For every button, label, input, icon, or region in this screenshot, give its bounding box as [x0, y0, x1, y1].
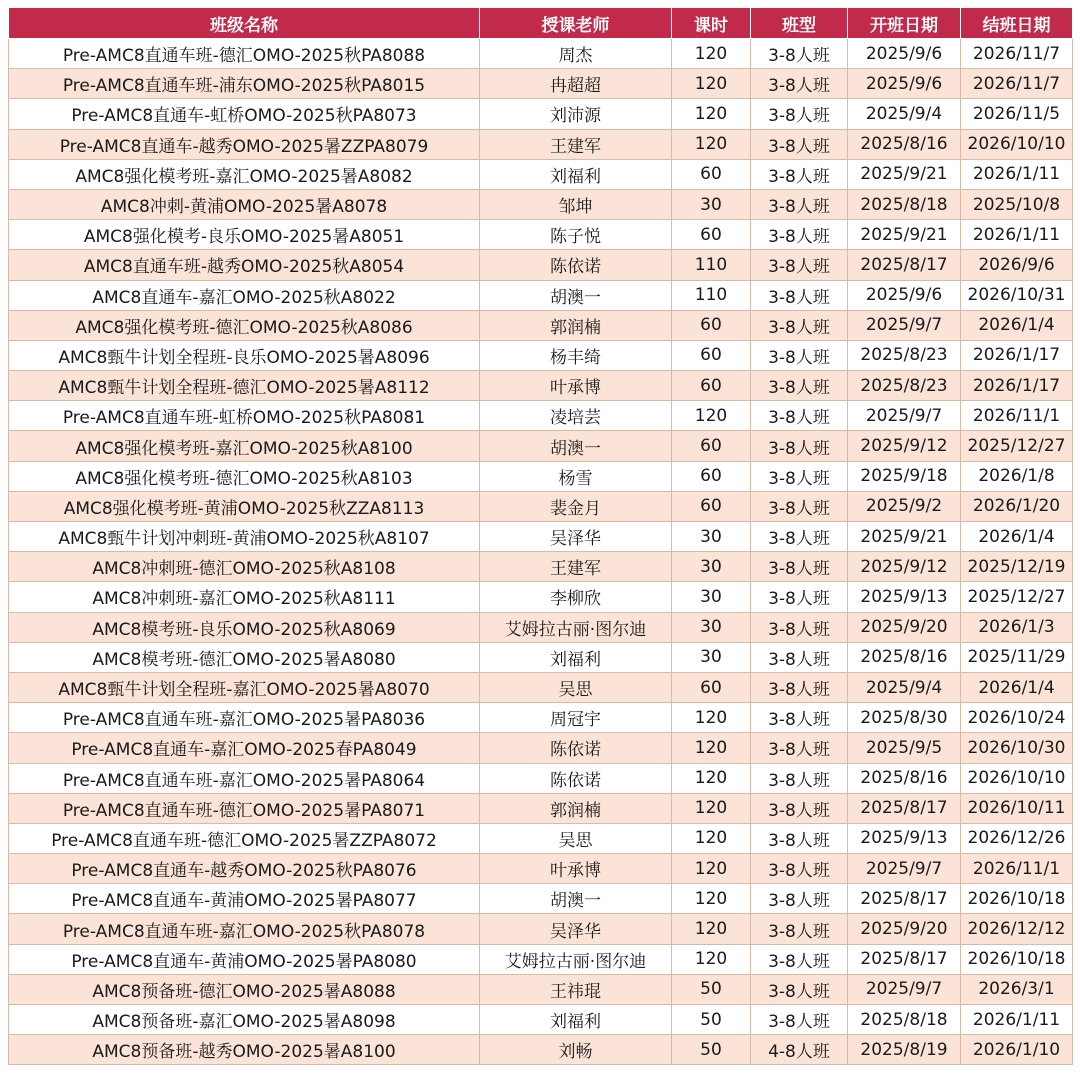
cell-end-date: 2026/10/18 — [961, 884, 1073, 914]
cell-teacher: 郭润楠 — [480, 793, 672, 823]
cell-class-type: 3-8人班 — [751, 974, 848, 1004]
cell-class-type: 3-8人班 — [751, 703, 848, 733]
cell-start-date: 2025/8/17 — [848, 793, 961, 823]
cell-class-type: 3-8人班 — [751, 914, 848, 944]
cell-end-date: 2026/1/17 — [961, 340, 1073, 370]
cell-class-type: 3-8人班 — [751, 944, 848, 974]
cell-start-date: 2025/9/2 — [848, 491, 961, 521]
cell-hours: 50 — [672, 1035, 751, 1065]
cell-class-name: AMC8冲刺-黄浦OMO-2025暑A8078 — [9, 189, 480, 219]
cell-class-name: AMC8甄牛计划全程班-良乐OMO-2025暑A8096 — [9, 340, 480, 370]
header-class-type: 班型 — [751, 8, 848, 39]
table-row — [9, 159, 1073, 189]
table-row — [9, 99, 1073, 129]
cell-class-type: 3-8人班 — [751, 220, 848, 250]
cell-end-date: 2025/12/19 — [961, 552, 1073, 582]
cell-teacher: 李柳欣 — [480, 582, 672, 612]
cell-end-date: 2025/11/29 — [961, 642, 1073, 672]
cell-end-date: 2026/1/11 — [961, 1005, 1073, 1035]
cell-class-name: AMC8甄牛计划冲刺班-黄浦OMO-2025秋A8107 — [9, 522, 480, 552]
cell-teacher: 刘畅 — [480, 1035, 672, 1065]
table-header-row — [9, 8, 1073, 39]
cell-class-name: AMC8模考班-良乐OMO-2025秋A8069 — [9, 612, 480, 642]
table-row — [9, 552, 1073, 582]
cell-teacher: 郭润楠 — [480, 310, 672, 340]
cell-class-type: 3-8人班 — [751, 189, 848, 219]
cell-teacher: 杨雪 — [480, 461, 672, 491]
cell-end-date: 2026/10/31 — [961, 280, 1073, 310]
cell-class-type: 3-8人班 — [751, 854, 848, 884]
table-row — [9, 1035, 1073, 1065]
cell-class-name: AMC8模考班-德汇OMO-2025暑A8080 — [9, 642, 480, 672]
cell-class-name: Pre-AMC8直通车-黄浦OMO-2025暑PA8080 — [9, 944, 480, 974]
table-row — [9, 823, 1073, 853]
cell-hours: 60 — [672, 159, 751, 189]
table-row — [9, 733, 1073, 763]
cell-class-type: 3-8人班 — [751, 582, 848, 612]
cell-hours: 120 — [672, 69, 751, 99]
cell-hours: 60 — [672, 310, 751, 340]
table-row — [9, 310, 1073, 340]
cell-teacher: 裴金月 — [480, 491, 672, 521]
cell-end-date: 2026/10/10 — [961, 129, 1073, 159]
cell-class-name: Pre-AMC8直通车班-德汇OMO-2025暑PA8071 — [9, 793, 480, 823]
table-row — [9, 703, 1073, 733]
cell-end-date: 2026/1/3 — [961, 612, 1073, 642]
table-row — [9, 69, 1073, 99]
cell-class-name: Pre-AMC8直通车-越秀OMO-2025秋PA8076 — [9, 854, 480, 884]
cell-teacher: 王建军 — [480, 552, 672, 582]
cell-end-date: 2026/1/10 — [961, 1035, 1073, 1065]
cell-class-type: 3-8人班 — [751, 1005, 848, 1035]
cell-class-name: Pre-AMC8直通车-虹桥OMO-2025秋PA8073 — [9, 99, 480, 129]
cell-hours: 120 — [672, 944, 751, 974]
table-row — [9, 582, 1073, 612]
cell-end-date: 2026/10/10 — [961, 763, 1073, 793]
cell-end-date: 2026/1/8 — [961, 461, 1073, 491]
cell-start-date: 2025/9/4 — [848, 99, 961, 129]
cell-hours: 120 — [672, 703, 751, 733]
cell-start-date: 2025/8/16 — [848, 763, 961, 793]
cell-class-type: 3-8人班 — [751, 461, 848, 491]
cell-teacher: 吴思 — [480, 823, 672, 853]
cell-class-type: 3-8人班 — [751, 491, 848, 521]
cell-start-date: 2025/8/17 — [848, 944, 961, 974]
cell-teacher: 陈依诺 — [480, 763, 672, 793]
cell-start-date: 2025/8/17 — [848, 884, 961, 914]
header-start-date: 开班日期 — [848, 8, 961, 39]
cell-class-type: 3-8人班 — [751, 642, 848, 672]
cell-class-type: 3-8人班 — [751, 69, 848, 99]
cell-class-name: Pre-AMC8直通车班-浦东OMO-2025秋PA8015 — [9, 69, 480, 99]
cell-teacher: 吴思 — [480, 672, 672, 702]
cell-class-name: AMC8强化模考-良乐OMO-2025暑A8051 — [9, 220, 480, 250]
table-row — [9, 491, 1073, 521]
cell-class-name: AMC8直通车班-越秀OMO-2025秋A8054 — [9, 250, 480, 280]
cell-teacher: 邹坤 — [480, 189, 672, 219]
cell-class-name: AMC8强化模考班-黄浦OMO-2025秋ZZA8113 — [9, 491, 480, 521]
cell-class-type: 3-8人班 — [751, 371, 848, 401]
cell-hours: 120 — [672, 823, 751, 853]
cell-start-date: 2025/9/6 — [848, 69, 961, 99]
header-hours: 课时 — [672, 8, 751, 39]
cell-start-date: 2025/9/12 — [848, 552, 961, 582]
header-teacher: 授课老师 — [480, 8, 672, 39]
cell-class-type: 3-8人班 — [751, 280, 848, 310]
header-class-name: 班级名称 — [9, 8, 480, 39]
cell-end-date: 2025/10/8 — [961, 189, 1073, 219]
cell-hours: 120 — [672, 793, 751, 823]
cell-start-date: 2025/8/18 — [848, 189, 961, 219]
cell-teacher: 刘福利 — [480, 159, 672, 189]
cell-class-type: 3-8人班 — [751, 612, 848, 642]
cell-start-date: 2025/8/19 — [848, 1035, 961, 1065]
cell-class-name: Pre-AMC8直通车-越秀OMO-2025暑ZZPA8079 — [9, 129, 480, 159]
header-end-date: 结班日期 — [961, 8, 1073, 39]
cell-class-name: Pre-AMC8直通车-嘉汇OMO-2025春PA8049 — [9, 733, 480, 763]
cell-class-name: Pre-AMC8直通车班-德汇OMO-2025秋PA8088 — [9, 39, 480, 69]
cell-end-date: 2026/10/18 — [961, 944, 1073, 974]
cell-start-date: 2025/9/7 — [848, 974, 961, 1004]
cell-hours: 50 — [672, 1005, 751, 1035]
table-row — [9, 884, 1073, 914]
cell-start-date: 2025/9/5 — [848, 733, 961, 763]
table-row — [9, 250, 1073, 280]
cell-hours: 30 — [672, 582, 751, 612]
cell-end-date: 2026/3/1 — [961, 974, 1073, 1004]
cell-end-date: 2025/12/27 — [961, 582, 1073, 612]
table-row — [9, 280, 1073, 310]
cell-end-date: 2025/12/27 — [961, 431, 1073, 461]
table-row — [9, 340, 1073, 370]
cell-class-type: 3-8人班 — [751, 129, 848, 159]
cell-class-name: Pre-AMC8直通车班-嘉汇OMO-2025暑PA8036 — [9, 703, 480, 733]
cell-hours: 30 — [672, 612, 751, 642]
cell-start-date: 2025/8/18 — [848, 1005, 961, 1035]
cell-teacher: 王祎琨 — [480, 974, 672, 1004]
table-row — [9, 220, 1073, 250]
cell-class-name: AMC8强化模考班-嘉汇OMO-2025秋A8100 — [9, 431, 480, 461]
cell-end-date: 2026/11/7 — [961, 39, 1073, 69]
cell-start-date: 2025/9/21 — [848, 159, 961, 189]
cell-teacher: 叶承博 — [480, 854, 672, 884]
cell-class-type: 3-8人班 — [751, 733, 848, 763]
table-row — [9, 431, 1073, 461]
cell-hours: 120 — [672, 401, 751, 431]
cell-end-date: 2026/1/4 — [961, 672, 1073, 702]
cell-start-date: 2025/9/21 — [848, 522, 961, 552]
cell-hours: 60 — [672, 431, 751, 461]
cell-teacher: 冉超超 — [480, 69, 672, 99]
cell-hours: 30 — [672, 552, 751, 582]
cell-start-date: 2025/9/20 — [848, 612, 961, 642]
table-row — [9, 914, 1073, 944]
cell-hours: 120 — [672, 884, 751, 914]
cell-start-date: 2025/9/7 — [848, 854, 961, 884]
cell-class-name: Pre-AMC8直通车班-嘉汇OMO-2025暑PA8064 — [9, 763, 480, 793]
table-row — [9, 1005, 1073, 1035]
cell-teacher: 凌培芸 — [480, 401, 672, 431]
cell-end-date: 2026/1/20 — [961, 491, 1073, 521]
cell-hours: 60 — [672, 220, 751, 250]
cell-start-date: 2025/8/17 — [848, 250, 961, 280]
cell-end-date: 2026/1/11 — [961, 220, 1073, 250]
cell-start-date: 2025/8/23 — [848, 340, 961, 370]
cell-teacher: 吴泽华 — [480, 914, 672, 944]
cell-end-date: 2026/1/17 — [961, 371, 1073, 401]
table-row — [9, 642, 1073, 672]
table-row — [9, 854, 1073, 884]
table-row — [9, 522, 1073, 552]
cell-hours: 30 — [672, 642, 751, 672]
cell-end-date: 2026/11/7 — [961, 69, 1073, 99]
cell-class-name: Pre-AMC8直通车班-嘉汇OMO-2025秋PA8078 — [9, 914, 480, 944]
class-schedule-table — [8, 7, 1073, 1065]
table-row — [9, 401, 1073, 431]
table-row — [9, 612, 1073, 642]
cell-teacher: 王建军 — [480, 129, 672, 159]
cell-end-date: 2026/10/24 — [961, 703, 1073, 733]
cell-class-name: AMC8强化模考班-德汇OMO-2025秋A8086 — [9, 310, 480, 340]
cell-class-type: 3-8人班 — [751, 310, 848, 340]
cell-hours: 120 — [672, 854, 751, 884]
cell-class-type: 3-8人班 — [751, 401, 848, 431]
cell-class-type: 3-8人班 — [751, 763, 848, 793]
table-body — [9, 39, 1073, 1065]
cell-start-date: 2025/9/20 — [848, 914, 961, 944]
cell-teacher: 刘福利 — [480, 1005, 672, 1035]
cell-class-name: Pre-AMC8直通车班-虹桥OMO-2025秋PA8081 — [9, 401, 480, 431]
table-row — [9, 129, 1073, 159]
cell-teacher: 胡澳一 — [480, 280, 672, 310]
cell-start-date: 2025/8/16 — [848, 129, 961, 159]
cell-start-date: 2025/9/21 — [848, 220, 961, 250]
cell-class-name: AMC8直通车-嘉汇OMO-2025秋A8022 — [9, 280, 480, 310]
cell-class-type: 3-8人班 — [751, 99, 848, 129]
cell-class-name: Pre-AMC8直通车-黄浦OMO-2025暑PA8077 — [9, 884, 480, 914]
cell-class-type: 3-8人班 — [751, 552, 848, 582]
cell-class-name: AMC8预备班-德汇OMO-2025暑A8088 — [9, 974, 480, 1004]
cell-teacher: 刘沛源 — [480, 99, 672, 129]
cell-start-date: 2025/9/6 — [848, 280, 961, 310]
table-row — [9, 39, 1073, 69]
cell-hours: 120 — [672, 129, 751, 159]
cell-class-name: AMC8冲刺班-嘉汇OMO-2025秋A8111 — [9, 582, 480, 612]
cell-teacher: 刘福利 — [480, 642, 672, 672]
cell-end-date: 2026/10/30 — [961, 733, 1073, 763]
cell-class-type: 3-8人班 — [751, 340, 848, 370]
cell-start-date: 2025/8/16 — [848, 642, 961, 672]
cell-start-date: 2025/9/4 — [848, 672, 961, 702]
cell-class-name: AMC8甄牛计划全程班-德汇OMO-2025暑A8112 — [9, 371, 480, 401]
cell-end-date: 2026/1/11 — [961, 159, 1073, 189]
cell-class-type: 3-8人班 — [751, 522, 848, 552]
cell-hours: 50 — [672, 974, 751, 1004]
cell-teacher: 陈依诺 — [480, 250, 672, 280]
cell-hours: 110 — [672, 280, 751, 310]
cell-teacher: 吴泽华 — [480, 522, 672, 552]
cell-hours: 120 — [672, 763, 751, 793]
cell-teacher: 陈依诺 — [480, 733, 672, 763]
cell-teacher: 周冠宇 — [480, 703, 672, 733]
cell-hours: 60 — [672, 491, 751, 521]
cell-hours: 120 — [672, 733, 751, 763]
cell-class-type: 3-8人班 — [751, 39, 848, 69]
cell-teacher: 杨丰绮 — [480, 340, 672, 370]
cell-class-name: AMC8强化模考班-嘉汇OMO-2025暑A8082 — [9, 159, 480, 189]
table-row — [9, 793, 1073, 823]
cell-class-type: 4-8人班 — [751, 1035, 848, 1065]
cell-class-type: 3-8人班 — [751, 672, 848, 702]
cell-end-date: 2026/11/1 — [961, 401, 1073, 431]
cell-hours: 60 — [672, 672, 751, 702]
cell-start-date: 2025/9/18 — [848, 461, 961, 491]
cell-hours: 60 — [672, 340, 751, 370]
cell-teacher: 叶承博 — [480, 371, 672, 401]
cell-class-name: AMC8强化模考班-德汇OMO-2025秋A8103 — [9, 461, 480, 491]
cell-class-type: 3-8人班 — [751, 823, 848, 853]
cell-start-date: 2025/8/30 — [848, 703, 961, 733]
cell-teacher: 艾姆拉古丽·图尔迪 — [480, 944, 672, 974]
cell-class-type: 3-8人班 — [751, 793, 848, 823]
cell-hours: 110 — [672, 250, 751, 280]
cell-end-date: 2026/1/4 — [961, 522, 1073, 552]
cell-hours: 120 — [672, 39, 751, 69]
cell-start-date: 2025/9/7 — [848, 401, 961, 431]
class-schedule-container — [8, 7, 1072, 1065]
cell-end-date: 2026/11/5 — [961, 99, 1073, 129]
cell-end-date: 2026/11/1 — [961, 854, 1073, 884]
cell-teacher: 胡澳一 — [480, 431, 672, 461]
cell-hours: 120 — [672, 914, 751, 944]
cell-class-name: AMC8冲刺班-德汇OMO-2025秋A8108 — [9, 552, 480, 582]
table-row — [9, 944, 1073, 974]
cell-end-date: 2026/9/6 — [961, 250, 1073, 280]
cell-start-date: 2025/9/7 — [848, 310, 961, 340]
cell-class-name: AMC8甄牛计划全程班-嘉汇OMO-2025暑A8070 — [9, 672, 480, 702]
cell-class-type: 3-8人班 — [751, 250, 848, 280]
cell-hours: 60 — [672, 371, 751, 401]
cell-class-type: 3-8人班 — [751, 159, 848, 189]
table-row — [9, 461, 1073, 491]
cell-start-date: 2025/9/13 — [848, 823, 961, 853]
cell-end-date: 2026/1/4 — [961, 310, 1073, 340]
cell-end-date: 2026/12/12 — [961, 914, 1073, 944]
cell-hours: 30 — [672, 522, 751, 552]
table-row — [9, 672, 1073, 702]
cell-class-type: 3-8人班 — [751, 431, 848, 461]
cell-class-name: AMC8预备班-越秀OMO-2025暑A8100 — [9, 1035, 480, 1065]
cell-teacher: 周杰 — [480, 39, 672, 69]
table-row — [9, 371, 1073, 401]
cell-start-date: 2025/8/23 — [848, 371, 961, 401]
cell-class-type: 3-8人班 — [751, 884, 848, 914]
cell-hours: 120 — [672, 99, 751, 129]
cell-hours: 30 — [672, 189, 751, 219]
table-row — [9, 189, 1073, 219]
cell-teacher: 陈子悦 — [480, 220, 672, 250]
cell-start-date: 2025/9/12 — [848, 431, 961, 461]
cell-hours: 60 — [672, 461, 751, 491]
cell-teacher: 艾姆拉古丽·图尔迪 — [480, 612, 672, 642]
cell-class-name: AMC8预备班-嘉汇OMO-2025暑A8098 — [9, 1005, 480, 1035]
table-row — [9, 763, 1073, 793]
cell-start-date: 2025/9/6 — [848, 39, 961, 69]
cell-end-date: 2026/12/26 — [961, 823, 1073, 853]
cell-start-date: 2025/9/13 — [848, 582, 961, 612]
table-row — [9, 974, 1073, 1004]
cell-class-name: Pre-AMC8直通车班-德汇OMO-2025暑ZZPA8072 — [9, 823, 480, 853]
cell-teacher: 胡澳一 — [480, 884, 672, 914]
cell-end-date: 2026/10/11 — [961, 793, 1073, 823]
